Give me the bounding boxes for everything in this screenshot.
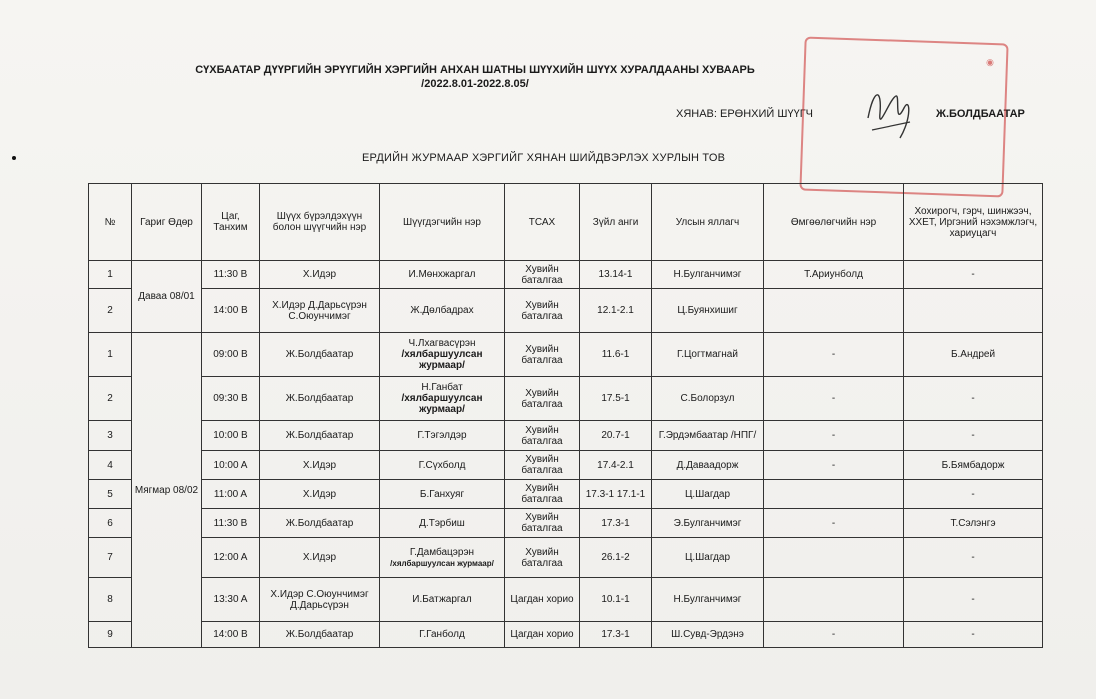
cell-judge: Х.Идэр Д.Дарьсүрэн С.Оюунчимэг [260, 289, 380, 333]
cell-other: Б.Бямбадорж [904, 451, 1043, 480]
cell-time: 11:00 A [202, 480, 260, 509]
table-row [89, 421, 1043, 451]
cell-other: - [904, 421, 1043, 451]
cell-tsah: Хувийн баталгаа [505, 377, 580, 421]
cell-other: - [904, 261, 1043, 289]
cell-tsah: Цагдан хорио [505, 622, 580, 648]
cell-other: - [904, 538, 1043, 578]
col-header-day: Гариг Өдөр [132, 184, 202, 261]
cell-no: 9 [89, 622, 132, 648]
title-line-1: СҮХБААТАР ДҮҮРГИЙН ЭРҮҮГИЙН ХЭРГИЙН АНХАН ШАТНЫ ШҮҮХИЙН ШҮҮХ ХУРАЛДААНЫ ХУВААРЬ [195, 64, 755, 76]
cell-defendant: Г.Тэгэлдэр [380, 421, 505, 451]
table-row [89, 377, 1043, 421]
cell-no: 1 [89, 261, 132, 289]
cell-prosecutor: С.Болорзул [652, 377, 764, 421]
cell-lawyer: - [764, 333, 904, 377]
cell-article: 12.1-2.1 [580, 289, 652, 333]
cell-other: Б.Андрей [904, 333, 1043, 377]
cell-lawyer: - [764, 451, 904, 480]
cell-defendant: Г.Сүхболд [380, 451, 505, 480]
schedule-table [88, 183, 1043, 648]
cell-article: 17.4-2.1 [580, 451, 652, 480]
defendant-note: /хялбаршуулсан журмаар/ [401, 349, 483, 371]
cell-article: 17.3-1 [580, 509, 652, 538]
cell-judge: Х.Идэр [260, 451, 380, 480]
cell-article: 17.3-1 [580, 622, 652, 648]
cell-judge: Ж.Болдбаатар [260, 622, 380, 648]
cell-defendant: Г.Ганболд [380, 622, 505, 648]
cell-time: 10:00 B [202, 421, 260, 451]
cell-time: 09:00 B [202, 333, 260, 377]
bullet-mark [12, 156, 16, 160]
cell-no: 2 [89, 377, 132, 421]
table-row [89, 451, 1043, 480]
cell-no: 7 [89, 538, 132, 578]
cell-defendant: И.Батжаргал [380, 578, 505, 622]
cell-no: 2 [89, 289, 132, 333]
cell-lawyer: Т.Ариунболд [764, 261, 904, 289]
seal-ring: ◉ [985, 56, 995, 68]
cell-lawyer [764, 289, 904, 333]
cell-time: 12:00 A [202, 538, 260, 578]
cell-no: 5 [89, 480, 132, 509]
cell-prosecutor: Н.Булганчимэг [652, 261, 764, 289]
table-row [89, 509, 1043, 538]
cell-lawyer [764, 480, 904, 509]
table-row [89, 261, 1043, 289]
col-header-no: № [89, 184, 132, 261]
defendant-note: /хялбаршуулсан журмаар/ [401, 393, 483, 415]
cell-prosecutor: Ц.Шагдар [652, 538, 764, 578]
cell-prosecutor: Ш.Сувд-Эрдэнэ [652, 622, 764, 648]
defendant-name: Ч.Лхагвасүрэн [408, 338, 476, 349]
cell-judge: Х.Идэр С.Оюунчимэг Д.Дарьсүрэн [260, 578, 380, 622]
cell-time: 11:30 B [202, 261, 260, 289]
cell-prosecutor: Д.Даваадорж [652, 451, 764, 480]
cell-other: - [904, 578, 1043, 622]
cell-tsah: Хувийн баталгаа [505, 480, 580, 509]
cell-prosecutor: Г.Эрдэмбаатар /НПГ/ [652, 421, 764, 451]
cell-other: - [904, 622, 1043, 648]
cell-judge: Ж.Болдбаатар [260, 333, 380, 377]
cell-other: - [904, 480, 1043, 509]
cell-time: 10:00 A [202, 451, 260, 480]
cell-judge: Х.Идэр [260, 538, 380, 578]
cell-time: 09:30 B [202, 377, 260, 421]
cell-defendant: И.Мөнхжаргал [380, 261, 505, 289]
cell-defendant: Ж.Дөлбадрах [380, 289, 505, 333]
cell-lawyer: - [764, 509, 904, 538]
cell-lawyer: - [764, 377, 904, 421]
cell-article: 11.6-1 [580, 333, 652, 377]
cell-tsah: Хувийн баталгаа [505, 509, 580, 538]
cell-no: 4 [89, 451, 132, 480]
document-title [150, 63, 800, 91]
col-header-judge: Шүүх бүрэлдэхүүн болон шүүгчийн нэр [260, 184, 380, 261]
cell-defendant [380, 333, 505, 377]
cell-article: 10.1-1 [580, 578, 652, 622]
cell-prosecutor: Г.Цогтмагнай [652, 333, 764, 377]
cell-lawyer [764, 538, 904, 578]
cell-defendant: Б.Ганхуяг [380, 480, 505, 509]
cell-judge: Х.Идэр [260, 480, 380, 509]
cell-prosecutor: Ц.Буянхишиг [652, 289, 764, 333]
col-header-prosecutor: Улсын яллагч [652, 184, 764, 261]
cell-defendant [380, 538, 505, 578]
cell-prosecutor: Ц.Шагдар [652, 480, 764, 509]
cell-defendant [380, 377, 505, 421]
cell-tsah: Цагдан хорио [505, 578, 580, 622]
defendant-name: Н.Ганбат [421, 382, 463, 393]
cell-prosecutor: Н.Булганчимэг [652, 578, 764, 622]
approve-name: Ж.БОЛДБААТАР [936, 108, 1025, 120]
table-header-row [89, 184, 1043, 261]
cell-judge: Ж.Болдбаатар [260, 421, 380, 451]
cell-lawyer [764, 578, 904, 622]
table-row [89, 480, 1043, 509]
table-row [89, 538, 1043, 578]
cell-article: 13.14-1 [580, 261, 652, 289]
col-header-article: Зүйл анги [580, 184, 652, 261]
cell-other: - [904, 377, 1043, 421]
cell-article: 20.7-1 [580, 421, 652, 451]
cell-judge: Х.Идэр [260, 261, 380, 289]
cell-lawyer: - [764, 622, 904, 648]
col-header-tsah: ТСАХ [505, 184, 580, 261]
title-line-2: /2022.8.01-2022.8.05/ [421, 78, 529, 90]
table-row [89, 289, 1043, 333]
cell-article: 26.1-2 [580, 538, 652, 578]
cell-tsah: Хувийн баталгаа [505, 289, 580, 333]
table-row [89, 578, 1043, 622]
col-header-other: Хохирогч, гэрч, шинжээч, ХХЕТ, Иргэний нэхэмжлэгч, хариуцагч [904, 184, 1043, 261]
cell-other: Т.Сэлэнгэ [904, 509, 1043, 538]
cell-tsah: Хувийн баталгаа [505, 333, 580, 377]
cell-time: 14:00 B [202, 622, 260, 648]
col-header-defendant: Шүүгдэгчийн нэр [380, 184, 505, 261]
defendant-note: /хялбаршуулсан журмаар/ [390, 558, 494, 568]
cell-judge: Ж.Болдбаатар [260, 377, 380, 421]
cell-tsah: Хувийн баталгаа [505, 451, 580, 480]
defendant-name: Г.Дамбацэрэн [409, 546, 475, 558]
day-cell: Даваа 08/01 [132, 261, 202, 333]
schedule-subtitle: ЕРДИЙН ЖУРМААР ХЭРГИЙГ ХЯНАН ШИЙДВЭРЛЭХ ХУРЛЫН ТОВ [362, 152, 726, 164]
cell-no: 1 [89, 333, 132, 377]
cell-tsah: Хувийн баталгаа [505, 538, 580, 578]
cell-tsah: Хувийн баталгаа [505, 261, 580, 289]
cell-article: 17.5-1 [580, 377, 652, 421]
cell-time: 11:30 B [202, 509, 260, 538]
col-header-lawyer: Өмгөөлөгчийн нэр [764, 184, 904, 261]
approve-label: ХЯНАВ: ЕРӨНХИЙ ШҮҮГЧ [676, 108, 813, 120]
day-cell: Мягмар 08/02 [132, 333, 202, 648]
cell-other [904, 289, 1043, 333]
table-row [89, 333, 1043, 377]
table-row [89, 622, 1043, 648]
col-header-time: Цаг, Танхим [202, 184, 260, 261]
cell-no: 3 [89, 421, 132, 451]
cell-prosecutor: Э.Булганчимэг [652, 509, 764, 538]
cell-no: 6 [89, 509, 132, 538]
cell-article: 17.3-1 17.1-1 [580, 480, 652, 509]
cell-judge: Ж.Болдбаатар [260, 509, 380, 538]
cell-no: 8 [89, 578, 132, 622]
signature-icon [860, 78, 920, 148]
cell-time: 13:30 A [202, 578, 260, 622]
cell-tsah: Хувийн баталгаа [505, 421, 580, 451]
cell-lawyer: - [764, 421, 904, 451]
cell-defendant: Д.Тэрбиш [380, 509, 505, 538]
cell-time: 14:00 B [202, 289, 260, 333]
